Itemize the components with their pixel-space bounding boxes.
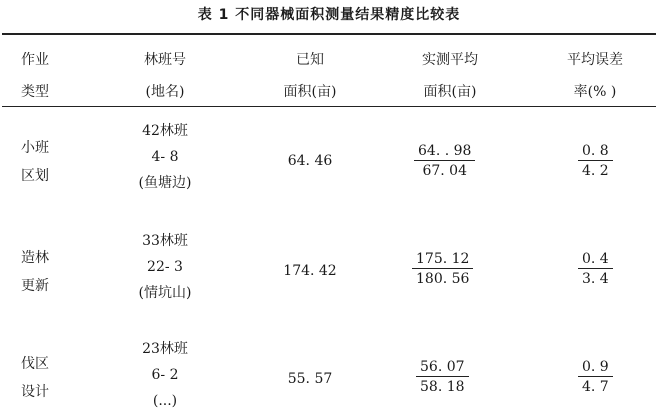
table-row-2-type: 造林 更新 [21, 250, 49, 294]
header-type: 作业 类型 [21, 52, 49, 100]
table-row-3-type: 伐区 设计 [21, 356, 49, 400]
table-row-1-known: 64. 46 [287, 153, 333, 169]
top-rule [2, 33, 656, 35]
header-known-area: 已知 面积(亩) [283, 52, 337, 100]
header-measured-area: 实测平均 面积(亩) [422, 52, 478, 100]
table-row-3-measured: $\frac{56. 07}{58. 18}$ [416, 358, 469, 397]
table-row-3-plot: 23林班 6- 2 (...) [142, 341, 188, 409]
table-row-2-known: 174. 42 [283, 263, 337, 279]
table-row-2-plot: 33林班 22- 3 (情坑山) [138, 233, 192, 301]
header-plot: 林班号 (地名) [144, 52, 186, 100]
header-error-rate: 平均误差 率(% ) [567, 52, 623, 100]
table-title: 表 1 不同器械面积测量结果精度比较表 [197, 7, 461, 23]
table-row-2-error: $\frac{0. 4}{3. 4}$ [578, 250, 613, 289]
table-row-3-error: $\frac{0. 9}{4. 7}$ [578, 358, 613, 397]
table-row-2-measured: $\frac{175. 12}{180. 56}$ [412, 250, 473, 289]
table-row-1-measured: $\frac{64. . 98}{67. 04}$ [414, 142, 475, 181]
table-row-3-known: 55. 57 [287, 371, 333, 387]
table-row-1-type: 小班 区划 [21, 140, 49, 184]
table-row-1-error: $\frac{0. 8}{4. 2}$ [578, 142, 613, 181]
table-row-1-plot: 42林班 4- 8 (鱼塘边) [138, 123, 192, 191]
